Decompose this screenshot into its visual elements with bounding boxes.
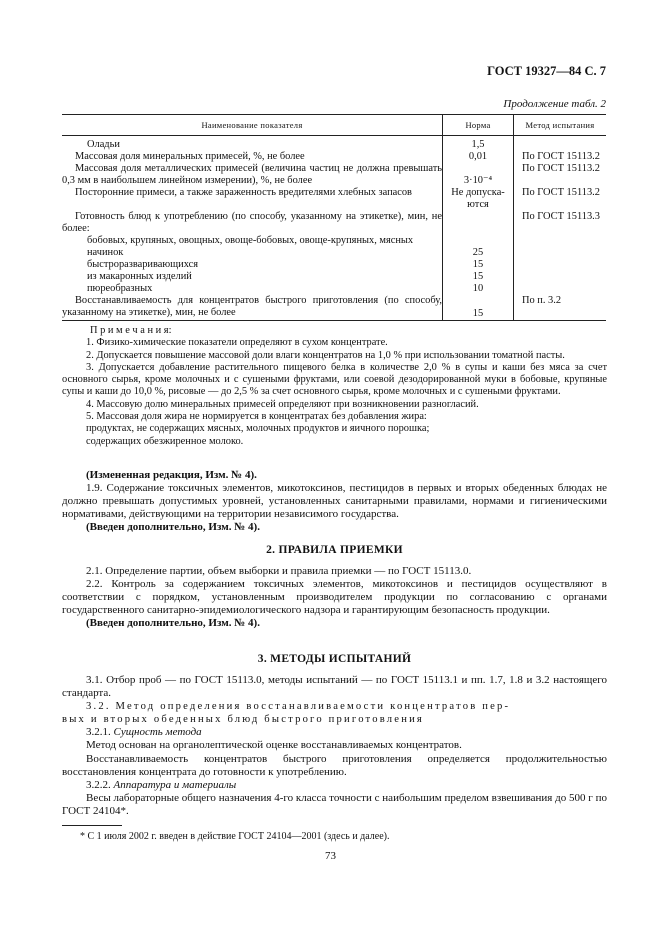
paragraph-2-1: 2.1. Определение партии, объем выборки и правила приемки — по ГОСТ 15113.0. (86, 565, 472, 577)
table-row (62, 283, 606, 295)
table-header-row (62, 115, 606, 136)
row-norm: 1,5 (443, 136, 514, 152)
subsection-title: Аппаратура и материалы (113, 778, 237, 791)
page-header: ГОСТ 19327—84 С. 7 (487, 64, 606, 78)
added-note: (Введен дополнительно, Изм. № 4). (86, 617, 260, 630)
paragraph-3-2-2-a: Весы лабораторные общего назначения 4-го класса точности с наибольшим пределом взвешивания до 500 г по ГОСТ 24104*. (62, 791, 607, 817)
note-item: содержащих обезжиренное молоко. (86, 435, 244, 447)
table-row (62, 187, 606, 211)
table-row (62, 259, 606, 271)
row-method (514, 271, 607, 283)
paragraph-1-9: 1.9. Содержание токсичных элементов, микотоксинов, пестицидов в первых и вторых обеденных блюдах не должно превышать допустимых уровней, установленных санитарными правилами, нормами и гигиеническими нормативами, действующими на территории независимого государства. (62, 482, 607, 521)
note-item: 4. Массовую долю минеральных примесей определяют при возникновении разногласий. (86, 398, 479, 410)
row-norm: 15 (443, 295, 514, 321)
table-row (62, 136, 606, 152)
row-norm: 0,01 (443, 151, 514, 163)
note-item: 3. Допускается добавление растительного пищевого белка в количестве 2,0 % в супы и каши без мяса за счет основного сырья, кроме молочных и с сушеными фруктами, или соевой дезодорированной муки в бобовые, крупяные супы и каши до 10,0 %, рисовые — до 2,5 % за счет основного сырья, кроме молочных и с сушеными фруктами. (62, 361, 607, 398)
notes-title: П р и м е ч а н и я: (90, 325, 172, 336)
section-2-heading: 2. ПРАВИЛА ПРИЕМКИ (266, 544, 403, 556)
row-name: бобовых, крупяных, овощных, овоще-бобовых, овоще-крупяных, мясных начинок (87, 235, 414, 258)
note-item: 5. Массовая доля жира не нормируется в концентратах без добавления жира: (86, 411, 427, 423)
row-method: По ГОСТ 15113.2 (514, 187, 607, 211)
subsection-number: 3.2.1. (86, 726, 111, 739)
row-method: По ГОСТ 15113.2 (514, 151, 607, 163)
subsection-title: Сущность метода (113, 726, 202, 739)
row-method: По п. 3.2 (514, 295, 607, 321)
row-norm: 10 (443, 283, 514, 295)
row-method (514, 259, 607, 271)
row-method: По ГОСТ 15113.2 (514, 163, 607, 187)
table-row (62, 163, 606, 187)
table-row (62, 211, 606, 235)
row-name: из макаронных изделий (87, 271, 192, 282)
paragraph-3-2-1-a: Метод основан на органолептической оценке восстанавливаемых концентратов. (86, 739, 462, 752)
subsection-3-2-1 (62, 726, 607, 739)
paragraph-3-2-line2: вых и вторых обеденных блюд быстрого приготовления (62, 714, 425, 726)
table-continuation-label: Продолжение табл. 2 (503, 98, 606, 110)
row-norm: Не допуска-ются (443, 187, 514, 211)
subsection-number: 3.2.2. (86, 778, 111, 791)
table-row (62, 235, 606, 259)
footnote: * С 1 июля 2002 г. введен в действие ГОСТ 24104—2001 (здесь и далее). (80, 831, 390, 842)
notes-block (62, 325, 607, 448)
row-name: Массовая доля минеральных примесей, %, не более (75, 151, 305, 162)
row-method (514, 235, 607, 259)
row-norm: 3·10⁻⁴ (443, 163, 514, 187)
table-row (62, 151, 606, 163)
row-method (514, 136, 607, 152)
row-name: Массовая доля металлических примесей (величина частиц не должна превышать 0,3 мм в наибольшем линейном измерении), %, не более (62, 163, 442, 186)
section-1-tail (62, 469, 607, 534)
row-name: Посторонние примеси, а также зараженность вредителями хлебных запасов (75, 187, 412, 198)
paragraph-3-2-line1: 3.2. Метод определения восстанавливаемости концентратов пер- (86, 701, 511, 713)
row-name: Оладьи (87, 139, 120, 150)
note-item: продуктах, не содержащих мясных, молочных продуктов и яичного порошка; (86, 423, 430, 435)
paragraph-2-2: 2.2. Контроль за содержанием токсичных элементов, микотоксинов и пестицидов осуществляют в соответствии с порядком, установленным производителем продукции по согласованию с органами государственного санитарно-эпидемиологического надзора и гарантирующим безопасность продукции. (62, 578, 607, 617)
amendment-note: (Измененная редакция, Изм. № 4). (86, 469, 257, 481)
row-name: Готовность блюд к употреблению (по способу, указанному на этикетке), мин, не более: (62, 211, 442, 234)
page-number: 73 (325, 850, 336, 862)
indicators-table (62, 114, 606, 321)
col-header-norm: Норма (443, 115, 514, 136)
row-method: По ГОСТ 15113.3 (514, 211, 607, 235)
note-item: 1. Физико-химические показатели определяют в сухом концентрате. (86, 337, 388, 349)
footnote-divider (62, 825, 122, 826)
section-2-body (62, 565, 607, 630)
row-norm (443, 211, 514, 235)
row-name: Восстанавливаемость для концентратов быстрого приготовления (по способу, указанному на этикетке), мин, не более (62, 295, 443, 321)
row-name: пюреобразных (87, 283, 153, 294)
row-name: быстроразваривающихся (87, 259, 198, 270)
col-header-name: Наименование показателя (62, 115, 443, 136)
added-note: (Введен дополнительно, Изм. № 4). (86, 521, 260, 534)
table-row (62, 271, 606, 283)
row-norm: 15 (443, 259, 514, 271)
col-header-method: Метод испытания (514, 115, 607, 136)
row-norm: 15 (443, 271, 514, 283)
row-method (514, 283, 607, 295)
table-row (62, 295, 606, 321)
paragraph-3-2-1-b: Восстанавливаемость концентратов быстрого приготовления определяется продолжительностью восстановления концентрата до готовности к употреблению. (62, 752, 607, 778)
section-3-body (62, 674, 607, 818)
paragraph-3-1: 3.1. Отбор проб — по ГОСТ 15113.0, методы испытаний — по ГОСТ 15113.1 и пп. 1.7, 1.8 и 3.2 настоящего стандарта. (62, 674, 607, 700)
section-3-heading: 3. МЕТОДЫ ИСПЫТАНИЙ (257, 653, 412, 665)
note-item: 2. Допускается повышение массовой доли влаги концентратов на 1,0 % при использовании томатной пасты. (86, 349, 565, 361)
row-norm: 25 (443, 235, 514, 259)
subsection-3-2-2 (62, 779, 607, 792)
